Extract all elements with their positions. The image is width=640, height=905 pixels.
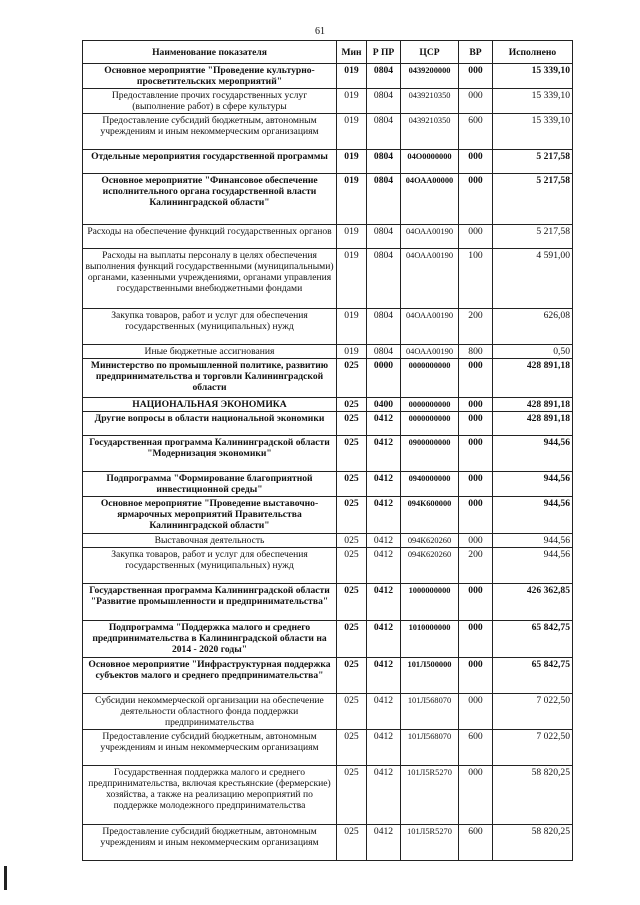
cell-name: Отдельные мероприятия государственной программы: [83, 150, 337, 174]
cell-name: Государственная программа Калининградской области "Модернизация экономики": [83, 436, 337, 472]
cell-vr: 600: [459, 114, 493, 150]
cell-vr: 600: [459, 730, 493, 766]
table-row: [83, 472, 573, 497]
cell-vr: 000: [459, 766, 493, 825]
cell-rpr: 0804: [367, 309, 401, 345]
cell-csr: 094К620260: [401, 534, 459, 548]
cell-vr: 000: [459, 497, 493, 534]
cell-name: Государственная поддержка малого и среднего предпринимательства, включая крестьянские (фермерские) хозяйства, а также на реализацию мероприятий по поддержке молодежного предпринимательства: [83, 766, 337, 825]
cell-rpr: 0412: [367, 497, 401, 534]
cell-name: Другие вопросы в области национальной экономики: [83, 412, 337, 436]
cell-vr: 000: [459, 225, 493, 249]
cell-rpr: 0804: [367, 249, 401, 309]
header-min: Мин: [337, 41, 367, 64]
cell-vr: 000: [459, 64, 493, 89]
cell-csr: 094К620260: [401, 548, 459, 584]
cell-vr: 000: [459, 436, 493, 472]
cell-name: Министерство по промышленной политике, развитию предпринимательства и торговли Калининградской области: [83, 359, 337, 398]
cell-done: 15 339,10: [493, 89, 573, 114]
cell-rpr: 0000: [367, 359, 401, 398]
cell-done: 944,56: [493, 436, 573, 472]
cell-vr: 600: [459, 825, 493, 861]
cell-min: 019: [337, 249, 367, 309]
cell-vr: 200: [459, 309, 493, 345]
cell-rpr: 0412: [367, 766, 401, 825]
cell-name: Закупка товаров, работ и услуг для обеспечения государственных (муниципальных) нужд: [83, 309, 337, 345]
table-row: [83, 412, 573, 436]
cell-vr: 000: [459, 398, 493, 412]
cell-done: 428 891,18: [493, 359, 573, 398]
cell-done: 944,56: [493, 548, 573, 584]
cell-name: Расходы на выплаты персоналу в целях обеспечения выполнения функций государственными (муниципальными) органами, казенными учреждениями, органами управления государственными внебюджетными фондами: [83, 249, 337, 309]
header-rpr: Р ПР: [367, 41, 401, 64]
cell-rpr: 0412: [367, 548, 401, 584]
cell-name: Основное мероприятие "Инфраструктурная поддержка субъектов малого и среднего предпринимательства": [83, 658, 337, 694]
cell-min: 025: [337, 825, 367, 861]
cell-vr: 800: [459, 345, 493, 359]
header-done: Исполнено: [493, 41, 573, 64]
cell-min: 019: [337, 345, 367, 359]
cell-done: 426 362,85: [493, 584, 573, 621]
cell-rpr: 0412: [367, 472, 401, 497]
table-row: [83, 89, 573, 114]
cell-min: 019: [337, 89, 367, 114]
cell-done: 58 820,25: [493, 825, 573, 861]
cell-name: Основное мероприятие "Проведение выставочно-ярмарочных мероприятий Правительства Калининградской области": [83, 497, 337, 534]
cell-rpr: 0400: [367, 398, 401, 412]
cell-done: 944,56: [493, 497, 573, 534]
cell-rpr: 0412: [367, 694, 401, 730]
cell-csr: 04ОАА00190: [401, 345, 459, 359]
cell-csr: 0439200000: [401, 64, 459, 89]
cell-min: 025: [337, 766, 367, 825]
cell-vr: 000: [459, 150, 493, 174]
cell-name: Подпрограмма "Формирование благоприятной инвестиционной среды": [83, 472, 337, 497]
cell-csr: 0000000000: [401, 412, 459, 436]
cell-vr: 000: [459, 694, 493, 730]
cell-rpr: 0804: [367, 225, 401, 249]
cell-vr: 000: [459, 412, 493, 436]
cell-name: Государственная программа Калининградской области "Развитие промышленности и предпринимательства": [83, 584, 337, 621]
cell-name: НАЦИОНАЛЬНАЯ ЭКОНОМИКА: [83, 398, 337, 412]
cell-done: 7 022,50: [493, 694, 573, 730]
cell-csr: 0900000000: [401, 436, 459, 472]
cell-rpr: 0804: [367, 114, 401, 150]
cell-rpr: 0804: [367, 64, 401, 89]
header-name: Наименование показателя: [83, 41, 337, 64]
cell-rpr: 0412: [367, 436, 401, 472]
cell-min: 025: [337, 472, 367, 497]
cell-csr: 04О0000000: [401, 150, 459, 174]
table-row: [83, 621, 573, 658]
cell-vr: 100: [459, 249, 493, 309]
cell-name: Выставочная деятельность: [83, 534, 337, 548]
cell-min: 025: [337, 398, 367, 412]
table-row: [83, 249, 573, 309]
cell-csr: 101Л5R5270: [401, 766, 459, 825]
cell-done: 15 339,10: [493, 64, 573, 89]
cell-name: Закупка товаров, работ и услуг для обеспечения государственных (муниципальных) нужд: [83, 548, 337, 584]
cell-vr: 000: [459, 534, 493, 548]
cell-csr: 0000000000: [401, 359, 459, 398]
table-row: [83, 345, 573, 359]
cell-csr: 0000000000: [401, 398, 459, 412]
table-row: [83, 359, 573, 398]
table-row: [83, 398, 573, 412]
expenditure-table: [82, 40, 573, 861]
cell-csr: 101Л568070: [401, 730, 459, 766]
cell-done: 5 217,58: [493, 150, 573, 174]
cell-rpr: 0412: [367, 825, 401, 861]
table-header-row: [83, 41, 573, 64]
table-row: [83, 766, 573, 825]
cell-vr: 000: [459, 658, 493, 694]
cell-name: Основное мероприятие "Проведение культурно-просветительских мероприятий": [83, 64, 337, 89]
cell-done: 5 217,58: [493, 174, 573, 225]
cell-rpr: 0412: [367, 584, 401, 621]
cell-done: 428 891,18: [493, 412, 573, 436]
cell-min: 025: [337, 658, 367, 694]
cell-vr: 000: [459, 472, 493, 497]
cell-csr: 101Л5R5270: [401, 825, 459, 861]
table-row: [83, 694, 573, 730]
cell-rpr: 0804: [367, 174, 401, 225]
cell-done: 58 820,25: [493, 766, 573, 825]
cell-done: 428 891,18: [493, 398, 573, 412]
table-row: [83, 436, 573, 472]
cell-name: Предоставление субсидий бюджетным, автономным учреждениям и иным некоммерческим организациям: [83, 825, 337, 861]
cell-min: 019: [337, 64, 367, 89]
cell-min: 025: [337, 584, 367, 621]
cell-csr: 04ОАА00190: [401, 225, 459, 249]
cell-done: 944,56: [493, 534, 573, 548]
cell-min: 025: [337, 534, 367, 548]
cell-min: 025: [337, 359, 367, 398]
cell-rpr: 0804: [367, 89, 401, 114]
cell-done: 626,08: [493, 309, 573, 345]
cell-min: 019: [337, 225, 367, 249]
table-row: [83, 174, 573, 225]
cell-vr: 000: [459, 89, 493, 114]
cell-rpr: 0412: [367, 412, 401, 436]
cell-name: Предоставление субсидий бюджетным, автономным учреждениям и иным некоммерческим организациям: [83, 730, 337, 766]
header-csr: ЦСР: [401, 41, 459, 64]
table-row: [83, 825, 573, 861]
page-number: 61: [315, 26, 325, 37]
cell-done: 15 339,10: [493, 114, 573, 150]
cell-csr: 101Л568070: [401, 694, 459, 730]
cell-csr: 0439210350: [401, 114, 459, 150]
table-row: [83, 114, 573, 150]
cell-name: Иные бюджетные ассигнования: [83, 345, 337, 359]
cell-name: Предоставление субсидий бюджетным, автономным учреждениям и иным некоммерческим организациям: [83, 114, 337, 150]
cell-vr: 200: [459, 548, 493, 584]
cell-min: 025: [337, 621, 367, 658]
cell-csr: 0439210350: [401, 89, 459, 114]
cell-rpr: 0412: [367, 621, 401, 658]
cell-csr: 094К600000: [401, 497, 459, 534]
cell-done: 7 022,50: [493, 730, 573, 766]
cell-rpr: 0412: [367, 730, 401, 766]
table-row: [83, 548, 573, 584]
table-row: [83, 64, 573, 89]
cell-min: 025: [337, 730, 367, 766]
cell-min: 019: [337, 309, 367, 345]
cell-csr: 04ОАА00190: [401, 249, 459, 309]
cell-name: Подпрограмма "Поддержка малого и среднего предпринимательства в Калининградской области на 2014 - 2020 годы": [83, 621, 337, 658]
table-row: [83, 150, 573, 174]
cell-name: Субсидии некоммерческой организации на обеспечение деятельности областного фонда поддержки предпринимательства: [83, 694, 337, 730]
table-row: [83, 584, 573, 621]
cell-name: Основное мероприятие "Финансовое обеспечение исполнительного органа государственной власти Калининградской области": [83, 174, 337, 225]
cell-rpr: 0804: [367, 345, 401, 359]
cell-done: 65 842,75: [493, 621, 573, 658]
table-row: [83, 309, 573, 345]
cell-csr: 1000000000: [401, 584, 459, 621]
cell-rpr: 0804: [367, 150, 401, 174]
cell-vr: 000: [459, 584, 493, 621]
table-row: [83, 497, 573, 534]
cell-csr: 1010000000: [401, 621, 459, 658]
cell-min: 019: [337, 174, 367, 225]
table-row: [83, 225, 573, 249]
table-row: [83, 534, 573, 548]
cell-done: 65 842,75: [493, 658, 573, 694]
cell-done: 4 591,00: [493, 249, 573, 309]
cell-done: 944,56: [493, 472, 573, 497]
cell-vr: 000: [459, 359, 493, 398]
binding-mark: [4, 866, 7, 890]
cell-min: 025: [337, 497, 367, 534]
cell-rpr: 0412: [367, 658, 401, 694]
table-row: [83, 730, 573, 766]
table-row: [83, 658, 573, 694]
cell-min: 019: [337, 150, 367, 174]
header-vr: ВР: [459, 41, 493, 64]
cell-min: 025: [337, 412, 367, 436]
cell-done: 5 217,58: [493, 225, 573, 249]
cell-done: 0,50: [493, 345, 573, 359]
cell-name: Предоставление прочих государственных услуг (выполнение работ) в сфере культуры: [83, 89, 337, 114]
cell-rpr: 0412: [367, 534, 401, 548]
cell-csr: 0940000000: [401, 472, 459, 497]
cell-min: 019: [337, 114, 367, 150]
cell-min: 025: [337, 694, 367, 730]
cell-name: Расходы на обеспечение функций государственных органов: [83, 225, 337, 249]
cell-vr: 000: [459, 621, 493, 658]
cell-vr: 000: [459, 174, 493, 225]
cell-min: 025: [337, 548, 367, 584]
cell-csr: 04ОАА00000: [401, 174, 459, 225]
cell-csr: 101Л500000: [401, 658, 459, 694]
cell-min: 025: [337, 436, 367, 472]
cell-csr: 04ОАА00190: [401, 309, 459, 345]
